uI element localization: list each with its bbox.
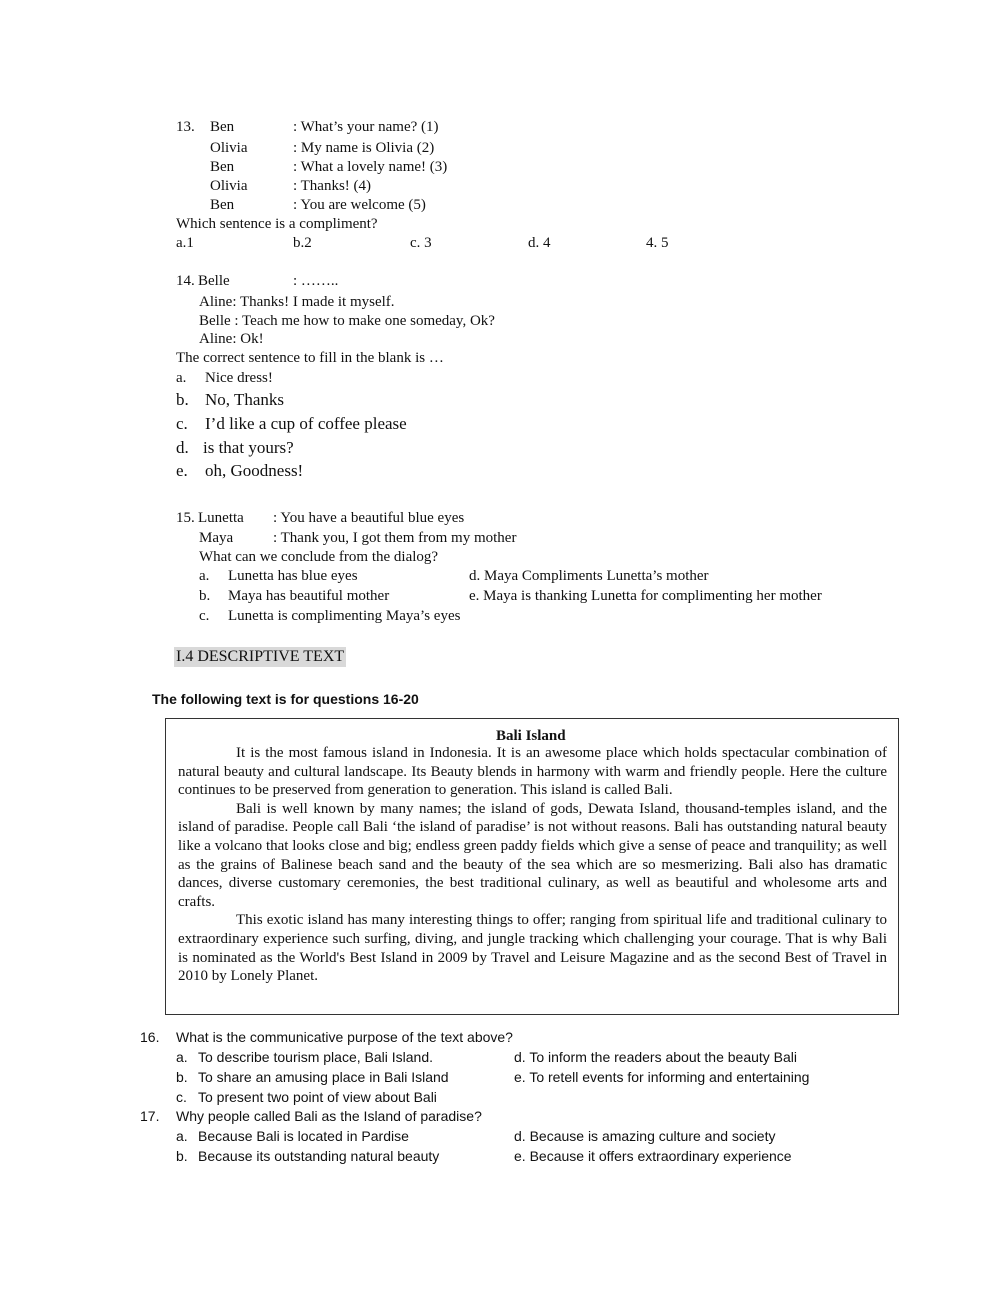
q13-line: : What’s your name? (1) [293,119,439,135]
q14-option-d[interactable]: is that yours? [203,438,294,457]
q13-speaker: Ben [210,119,235,135]
q16-question: What is the communicative purpose of the text above? [176,1029,513,1045]
q15-option-a[interactable]: Lunetta has blue eyes [228,568,358,584]
reading-paragraph: It is the most famous island in Indonesia. It is an awesome place which holds spectacular combination of natural beauty and cultural landscape. Its Beauty blends in harmony with warm and friendly people. Here the culture continues to be preserved from generation to generation. This island is called Bali. [178,745,887,799]
reading-instruction: The following text is for questions 16-20 [152,691,419,707]
q14-option-b-letter: b. [176,390,189,409]
q15-question: What can we conclude from the dialog? [199,549,439,565]
q13-question: Which sentence is a compliment? [176,216,378,232]
q15-line: : You have a beautiful blue eyes [273,510,465,526]
q14-speaker: Belle [198,273,230,289]
q16-option-b[interactable]: To share an amusing place in Bali Island [198,1069,449,1085]
q15-option-b-letter: b. [199,588,211,604]
q16-option-c[interactable]: To present two point of view about Bali [198,1089,437,1105]
q15-option-c[interactable]: Lunetta is complimenting Maya’s eyes [228,608,461,624]
q14-option-a-letter: a. [176,370,187,386]
q14-option-e[interactable]: oh, Goodness! [205,461,304,480]
q15-option-c-letter: c. [199,608,210,624]
q17-question: Why people called Bali as the Island of paradise? [176,1108,482,1124]
q14-option-c[interactable]: I’d like a cup of coffee please [205,414,407,433]
q16-option-d[interactable]: d. To inform the readers about the beauty Bali [514,1049,798,1065]
q14-option-b[interactable]: No, Thanks [205,390,285,409]
q14-option-c-letter: c. [176,414,188,433]
q13-speaker: Ben [210,197,235,213]
reading-body [178,744,887,986]
q17-option-b-letter: b. [176,1148,188,1164]
q13-line: : You are welcome (5) [293,197,426,213]
q17-option-e[interactable]: e. Because it offers extraordinary experience [514,1148,792,1164]
q14-option-d-letter: d. [176,438,189,457]
q15-speaker: Maya [199,530,234,546]
q15-speaker: Lunetta [198,510,244,526]
reading-paragraph: This exotic island has many interesting things to offer; ranging from spiritual life and traditional culinary to extraordinary experience such surfing, diving, and jungle tracking which challenging your courage. That is why Bali is nominated as the World's Best Island in 2009 by Travel and Leisure Magazine and as the second Best of Travel in 2010 by Lonely Planet. [178,912,887,985]
q13-speaker: Olivia [210,178,248,194]
q14-option-a[interactable]: Nice dress! [205,370,273,386]
q15-line: : Thank you, I got them from my mother [273,530,517,546]
q13-number: 13. [176,119,195,135]
q17-number: 17. [140,1108,160,1124]
section-heading: I.4 DESCRIPTIVE TEXT [176,648,345,665]
q16-option-a[interactable]: To describe tourism place, Bali Island. [198,1049,433,1065]
q13-option-e[interactable]: 4. 5 [646,235,669,251]
q14-number: 14. [176,273,195,289]
q16-option-b-letter: b. [176,1069,188,1085]
q15-option-b[interactable]: Maya has beautiful mother [228,588,390,604]
q13-option-a[interactable]: a.1 [176,235,194,251]
q14-line: Aline: Ok! [199,331,264,347]
q15-option-a-letter: a. [199,568,210,584]
q14-question: The correct sentence to fill in the blank is … [176,350,444,366]
q13-speaker: Ben [210,159,235,175]
q14-option-e-letter: e. [176,461,188,480]
q13-speaker: Olivia [210,140,248,156]
q13-line: : Thanks! (4) [293,178,372,194]
q14-blank: : …….. [293,273,339,289]
q16-option-e[interactable]: e. To retell events for informing and entertaining [514,1069,810,1085]
q16-option-c-letter: c. [176,1089,187,1105]
q13-option-c[interactable]: c. 3 [410,235,432,251]
q17-option-a-letter: a. [176,1128,188,1144]
q15-option-d[interactable]: d. Maya Compliments Lunetta’s mother [469,568,709,584]
q13-line: : My name is Olivia (2) [293,140,435,156]
q15-number: 15. [176,510,195,526]
reading-title: Bali Island [496,728,566,744]
q14-line: Aline: Thanks! I made it myself. [199,294,395,310]
reading-paragraph: Bali is well known by many names; the island of gods, Dewata Island, thousand-temples island, and the island of paradise. People call Bali ‘the island of paradise’ is not without reasons. Bali has outstanding natural beauty like a volcano that looks close and big; endless green paddy fields which give a sense of peace and tranquility; as well as the grains of Balinese beach sand and the beauty of the sea which are so mesmerizing. Bali also has dramatic dances, diverse customary ceremonies, the best traditional culinary, as well as beautiful and wholesome arts and crafts. [178,800,887,910]
q17-option-b[interactable]: Because its outstanding natural beauty [198,1148,440,1164]
q15-option-e[interactable]: e. Maya is thanking Lunetta for complimenting her mother [469,588,822,604]
q14-line: Belle : Teach me how to make one someday, Ok? [199,313,495,329]
q16-option-a-letter: a. [176,1049,188,1065]
q16-number: 16. [140,1029,160,1045]
q13-option-d[interactable]: d. 4 [528,235,551,251]
q17-option-a[interactable]: Because Bali is located in Pardise [198,1128,409,1144]
q13-option-b[interactable]: b.2 [293,235,312,251]
q13-line: : What a lovely name! (3) [293,159,448,175]
q17-option-d[interactable]: d. Because is amazing culture and society [514,1128,776,1144]
